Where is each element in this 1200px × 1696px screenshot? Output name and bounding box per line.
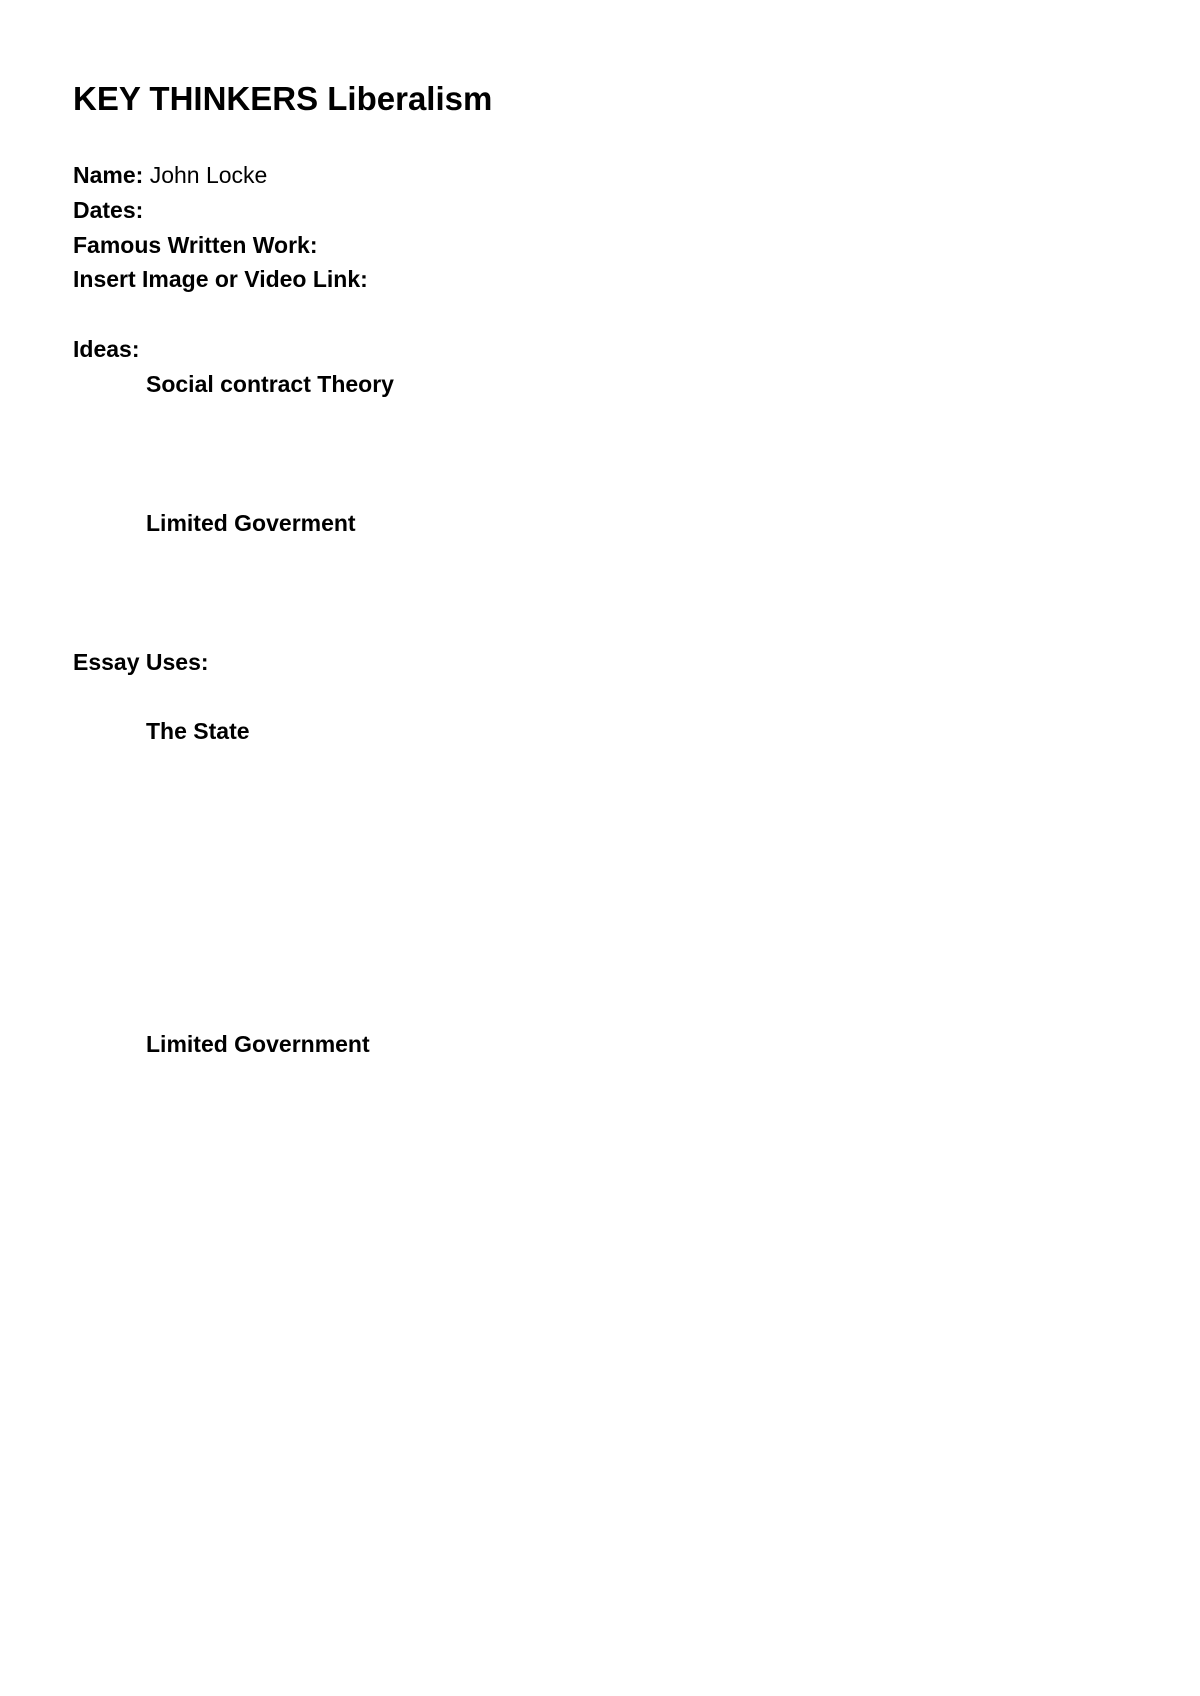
dates-label: Dates: bbox=[73, 197, 144, 223]
page-title: KEY THINKERS Liberalism bbox=[73, 80, 493, 117]
famous-work-label: Famous Written Work: bbox=[73, 232, 318, 258]
essay-use-item: Limited Government bbox=[146, 1031, 370, 1057]
name-row bbox=[73, 160, 267, 190]
name-label: Name: bbox=[73, 162, 144, 188]
ideas-label: Ideas: bbox=[73, 336, 140, 362]
media-link-label: Insert Image or Video Link: bbox=[73, 266, 368, 292]
idea-item: Social contract Theory bbox=[146, 371, 394, 397]
essay-use-item: The State bbox=[146, 718, 250, 744]
essay-uses-label: Essay Uses: bbox=[73, 649, 209, 675]
name-value: John Locke bbox=[149, 162, 268, 188]
idea-item: Limited Goverment bbox=[146, 510, 356, 536]
